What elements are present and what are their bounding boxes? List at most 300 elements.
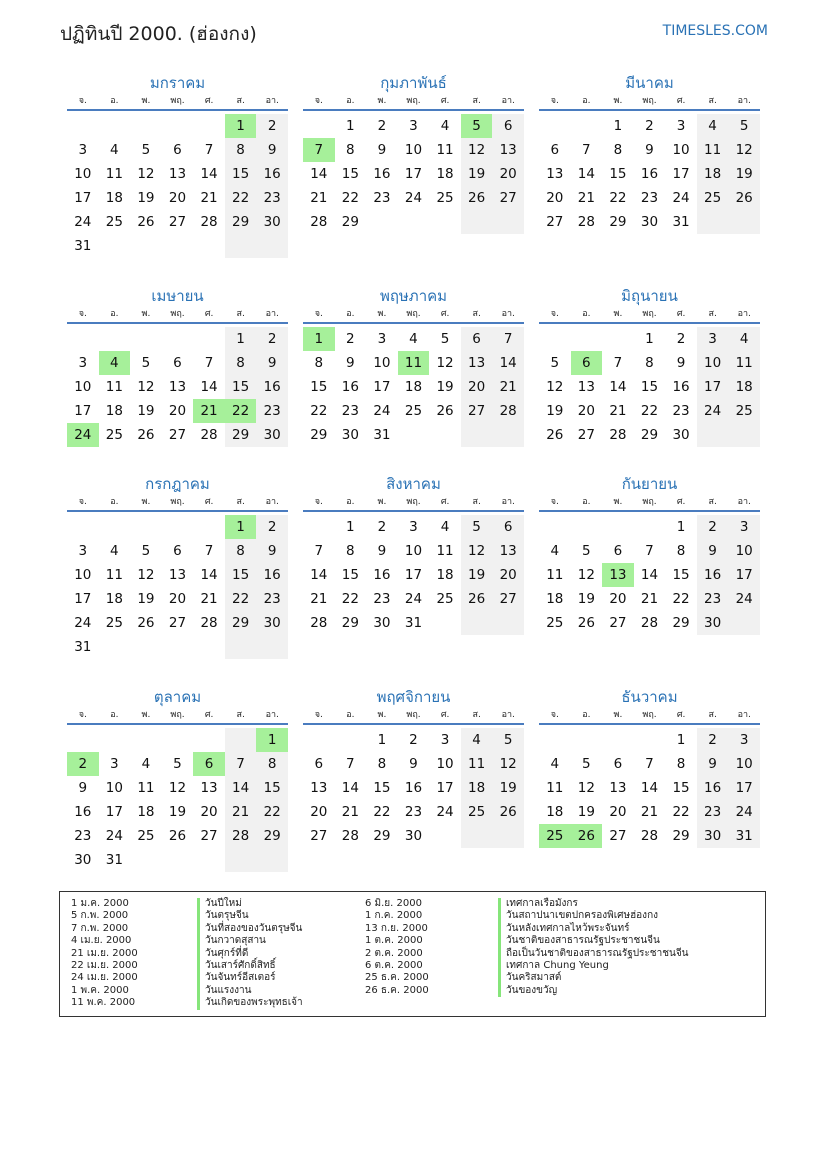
day-cell: 1 — [346, 118, 355, 134]
day-cell: 2 — [645, 118, 654, 134]
day-cell: 16 — [256, 375, 288, 399]
day-cell: 27 — [168, 615, 187, 631]
weekday-label: พฤ. — [170, 96, 185, 106]
day-cell: 4 — [141, 756, 151, 772]
day-cell: 9 — [256, 138, 288, 162]
holiday-date: 1 ก.ค. 2000 — [365, 910, 423, 922]
weekday-label: พฤ. — [170, 309, 185, 319]
weekday-label: อา. — [737, 710, 751, 720]
day-cell: 10 — [728, 752, 760, 776]
day-cell: 12 — [137, 166, 155, 182]
weekday-label: อา. — [265, 309, 279, 319]
day-cell: 15 — [310, 379, 328, 395]
day-cell: 11 — [137, 780, 155, 796]
day-cell: 10 — [74, 379, 92, 395]
day-cell: 5 — [582, 756, 591, 772]
holiday-date: 1 ต.ค. 2000 — [365, 935, 423, 947]
weekday-label: ศ. — [676, 497, 686, 507]
day-cell: 29 — [640, 427, 659, 443]
weekday-header — [67, 95, 288, 111]
day-cell: 22 — [256, 800, 288, 824]
day-cell: 13 — [492, 539, 524, 563]
holiday-day: 11 — [398, 351, 430, 375]
day-cell: 22 — [341, 190, 359, 206]
holiday-name: เทศกาลเรือมังกร — [498, 898, 689, 910]
day-cell: 24 — [672, 190, 690, 206]
weekday-header — [539, 95, 760, 111]
day-cell: 31 — [728, 824, 760, 848]
empty-cell — [67, 728, 99, 752]
weekday-label: ส. — [236, 710, 245, 720]
holiday-day: 5 — [461, 114, 493, 138]
day-cell: 16 — [640, 166, 659, 182]
month-name: กุมภาพันธ์ — [380, 74, 447, 92]
weekday-label: พฤ. — [170, 710, 185, 720]
empty-cell — [728, 611, 760, 635]
holiday-name: เทศกาล Chung Yeung — [498, 960, 689, 972]
weekday-label: อา. — [501, 497, 515, 507]
day-cell: 22 — [225, 587, 257, 611]
day-cell: 1 — [225, 327, 257, 351]
day-cell: 29 — [225, 210, 257, 234]
day-cell: 3 — [697, 327, 729, 351]
day-cell: 9 — [697, 539, 729, 563]
day-cell: 1 — [676, 519, 686, 535]
day-cell: 25 — [728, 399, 760, 423]
weekday-label: จ. — [78, 710, 87, 720]
day-cell: 3 — [377, 331, 387, 347]
empty-cell — [162, 848, 194, 872]
day-cell: 8 — [346, 543, 355, 559]
day-cell: 29 — [672, 615, 690, 631]
weekday-label: จ. — [550, 96, 559, 106]
day-cell: 12 — [577, 567, 595, 583]
day-cell: 23 — [672, 403, 690, 419]
day-cell: 9 — [377, 142, 387, 158]
day-cell: 28 — [640, 828, 659, 844]
day-cell: 30 — [697, 611, 729, 635]
day-cell: 28 — [341, 828, 359, 844]
day-cell: 21 — [577, 190, 595, 206]
day-cell: 26 — [436, 403, 454, 419]
weekday-label: จ. — [314, 309, 323, 319]
day-cell: 28 — [577, 214, 595, 230]
day-cell: 29 — [225, 423, 257, 447]
day-cell: 19 — [492, 776, 524, 800]
holiday-date: 6 มิ.ย. 2000 — [365, 898, 422, 909]
day-cell: 16 — [672, 379, 690, 395]
day-cell: 17 — [404, 166, 423, 182]
day-cell: 5 — [141, 142, 151, 158]
day-cell: 23 — [256, 587, 288, 611]
day-cell: 22 — [672, 804, 690, 820]
holiday-name: วันตรุษจีน — [197, 910, 303, 922]
day-cell: 24 — [404, 591, 423, 607]
weekday-label: พฤ. — [406, 497, 421, 507]
day-cell: 21 — [640, 591, 659, 607]
day-cell: 30 — [697, 824, 729, 848]
month-calendar — [67, 472, 288, 659]
month-name: สิงหาคม — [386, 475, 441, 493]
day-cell: 28 — [640, 615, 659, 631]
holiday-name: วันหลังเทศกาลไหว้พระจันทร์ — [498, 923, 689, 935]
empty-cell — [162, 515, 194, 539]
weekday-label: ศ. — [676, 710, 686, 720]
day-cell: 26 — [137, 427, 155, 443]
day-cell: 7 — [613, 355, 623, 371]
day-grid — [539, 515, 760, 635]
day-cell: 16 — [697, 776, 729, 800]
day-cell: 19 — [577, 591, 595, 607]
day-cell: 5 — [492, 728, 524, 752]
holiday-date: 4 เม.ย. 2000 — [71, 935, 132, 947]
weekday-label: จ. — [314, 96, 323, 106]
day-cell: 4 — [440, 519, 450, 535]
day-cell: 19 — [137, 591, 155, 607]
day-cell: 21 — [492, 375, 524, 399]
empty-cell — [193, 728, 225, 752]
empty-cell — [492, 423, 524, 447]
holiday-date: 5 ก.พ. 2000 — [71, 910, 129, 922]
holiday-date: 6 ต.ค. 2000 — [365, 960, 423, 972]
day-cell: 11 — [546, 780, 564, 796]
empty-cell — [492, 210, 524, 234]
day-cell: 30 — [256, 210, 288, 234]
day-cell: 24 — [105, 828, 123, 844]
day-cell: 13 — [461, 351, 493, 375]
day-cell: 7 — [645, 756, 654, 772]
holiday-name: วันกวาดสุสาน — [197, 935, 303, 947]
day-cell: 18 — [697, 162, 729, 186]
holiday-day: 1 — [225, 114, 257, 138]
weekday-label: ศ. — [204, 497, 214, 507]
legend-names-2 — [498, 898, 689, 997]
month-calendar — [303, 71, 524, 234]
day-cell: 14 — [310, 567, 328, 583]
day-cell: 15 — [672, 567, 690, 583]
weekday-header — [303, 95, 524, 111]
day-cell: 8 — [377, 756, 387, 772]
day-cell: 8 — [314, 355, 324, 371]
day-cell: 3 — [78, 355, 88, 371]
day-cell: 5 — [141, 543, 151, 559]
day-cell: 6 — [613, 756, 623, 772]
day-cell: 13 — [168, 567, 187, 583]
day-cell: 25 — [105, 214, 123, 230]
day-cell: 2 — [676, 331, 686, 347]
empty-cell — [429, 423, 461, 447]
day-cell: 27 — [546, 214, 564, 230]
empty-cell — [67, 327, 99, 351]
day-cell: 10 — [105, 780, 123, 796]
day-cell: 4 — [550, 756, 560, 772]
day-cell: 25 — [461, 800, 493, 824]
weekday-label: ส. — [708, 96, 717, 106]
weekday-label: อา. — [265, 497, 279, 507]
day-cell: 28 — [225, 824, 257, 848]
weekday-label: ศ. — [676, 309, 686, 319]
day-cell: 17 — [672, 166, 690, 182]
day-cell: 13 — [609, 780, 627, 796]
day-cell: 26 — [461, 186, 493, 210]
day-cell: 9 — [78, 780, 88, 796]
holiday-day: 26 — [571, 824, 603, 848]
day-cell: 29 — [225, 611, 257, 635]
empty-cell — [728, 210, 760, 234]
holiday-name: วันแรงงาน — [197, 985, 303, 997]
day-cell: 19 — [137, 403, 155, 419]
month-name: มิถุนายน — [621, 287, 678, 305]
empty-cell — [225, 848, 257, 872]
day-cell: 15 — [373, 780, 391, 796]
day-cell: 5 — [728, 114, 760, 138]
day-cell: 30 — [672, 427, 690, 443]
day-cell: 1 — [645, 331, 654, 347]
weekday-header — [67, 308, 288, 324]
empty-cell — [256, 234, 288, 258]
day-cell: 27 — [492, 186, 524, 210]
month-name: ธันวาคม — [621, 688, 678, 706]
month-name: กันยายน — [621, 475, 678, 493]
day-cell: 11 — [697, 138, 729, 162]
day-cell: 23 — [256, 186, 288, 210]
day-cell: 18 — [546, 591, 564, 607]
day-cell: 29 — [341, 615, 359, 631]
day-cell: 21 — [225, 800, 257, 824]
holiday-date: 2 ต.ค. 2000 — [365, 947, 423, 959]
day-grid — [539, 728, 760, 848]
day-cell: 16 — [256, 563, 288, 587]
weekday-label: อา. — [501, 309, 515, 319]
site-name[interactable]: TIMESLES.COM — [662, 23, 768, 39]
empty-cell — [492, 611, 524, 635]
day-cell: 3 — [110, 756, 119, 772]
day-cell: 27 — [310, 828, 328, 844]
day-cell: 5 — [141, 355, 151, 371]
day-cell: 7 — [225, 752, 257, 776]
empty-cell — [366, 210, 398, 234]
day-cell: 21 — [200, 591, 218, 607]
empty-cell — [571, 728, 603, 752]
day-cell: 18 — [105, 591, 123, 607]
empty-cell — [461, 611, 493, 635]
day-cell: 10 — [74, 166, 92, 182]
weekday-header — [303, 496, 524, 512]
holiday-date: 24 เม.ย. 2000 — [71, 972, 138, 984]
day-cell: 20 — [492, 162, 524, 186]
day-cell: 31 — [672, 214, 690, 230]
day-cell: 9 — [676, 355, 686, 371]
day-cell: 23 — [74, 828, 92, 844]
day-cell: 8 — [676, 756, 686, 772]
day-cell: 8 — [225, 351, 257, 375]
day-cell: 23 — [640, 190, 659, 206]
day-cell: 29 — [373, 828, 391, 844]
day-cell: 7 — [204, 355, 214, 371]
day-cell: 31 — [404, 615, 423, 631]
holiday-day: 25 — [539, 824, 571, 848]
empty-cell — [67, 114, 99, 138]
day-cell: 9 — [697, 752, 729, 776]
empty-cell — [539, 515, 571, 539]
empty-cell — [634, 515, 666, 539]
legend-names-1 — [197, 898, 303, 1010]
day-cell: 29 — [256, 824, 288, 848]
holiday-date: 26 ธ.ค. 2000 — [365, 984, 429, 996]
day-cell: 8 — [256, 752, 288, 776]
day-cell: 12 — [461, 138, 493, 162]
day-cell: 10 — [436, 756, 454, 772]
page-title: ปฏิทินปี 2000. (ฮ่องกง) — [60, 23, 257, 45]
day-cell: 30 — [341, 427, 359, 443]
day-cell: 4 — [461, 728, 493, 752]
day-cell: 20 — [492, 563, 524, 587]
day-cell: 5 — [173, 756, 182, 772]
day-cell: 17 — [728, 776, 760, 800]
weekday-label: อ. — [110, 497, 119, 507]
day-grid — [67, 114, 288, 258]
holiday-day: 6 — [193, 752, 225, 776]
empty-cell — [130, 114, 162, 138]
weekday-label: จ. — [550, 309, 559, 319]
empty-cell — [99, 728, 131, 752]
empty-cell — [634, 728, 666, 752]
day-cell: 6 — [613, 543, 623, 559]
empty-cell — [602, 515, 634, 539]
empty-cell — [193, 327, 225, 351]
day-cell: 28 — [310, 214, 328, 230]
day-grid — [539, 327, 760, 447]
day-cell: 25 — [105, 427, 123, 443]
weekday-label: อ. — [110, 710, 119, 720]
empty-cell — [256, 635, 288, 659]
empty-cell — [130, 515, 162, 539]
day-cell: 27 — [577, 427, 595, 443]
day-cell: 12 — [728, 138, 760, 162]
weekday-label: อ. — [346, 96, 355, 106]
weekday-header — [539, 709, 760, 725]
day-cell: 3 — [728, 728, 760, 752]
weekday-label: ส. — [708, 497, 717, 507]
holiday-name: วันของขวัญ — [498, 985, 689, 997]
day-cell: 2 — [377, 118, 387, 134]
day-cell: 11 — [105, 166, 123, 182]
day-cell: 14 — [200, 567, 218, 583]
day-cell: 7 — [346, 756, 355, 772]
month-name: มกราคม — [149, 74, 206, 92]
day-cell: 1 — [346, 519, 355, 535]
day-cell: 7 — [204, 142, 214, 158]
day-cell: 25 — [137, 828, 155, 844]
day-cell: 20 — [168, 591, 187, 607]
day-cell: 6 — [314, 756, 324, 772]
day-cell: 19 — [461, 563, 493, 587]
day-cell: 21 — [310, 591, 328, 607]
day-cell: 6 — [173, 543, 182, 559]
weekday-label: พฤ. — [642, 710, 657, 720]
weekday-label: พฤ. — [406, 309, 421, 319]
day-cell: 23 — [373, 591, 391, 607]
day-cell: 18 — [105, 403, 123, 419]
day-cell: 14 — [341, 780, 359, 796]
weekday-label: อา. — [501, 96, 515, 106]
day-cell: 23 — [341, 403, 359, 419]
day-cell: 12 — [168, 780, 187, 796]
weekday-label: พฤ. — [406, 710, 421, 720]
day-cell: 27 — [168, 427, 187, 443]
day-cell: 11 — [105, 379, 123, 395]
month-name: ตุลาคม — [153, 688, 202, 706]
day-cell: 10 — [728, 539, 760, 563]
day-cell: 10 — [672, 142, 690, 158]
day-cell: 29 — [341, 214, 359, 230]
weekday-label: อ. — [582, 497, 591, 507]
month-name: พฤษภาคม — [379, 287, 448, 305]
day-cell: 30 — [256, 611, 288, 635]
day-cell: 17 — [404, 567, 423, 583]
day-cell: 21 — [200, 190, 218, 206]
day-cell: 29 — [672, 828, 690, 844]
day-cell: 18 — [404, 379, 423, 395]
day-cell: 2 — [377, 519, 387, 535]
weekday-label: พ. — [377, 96, 387, 106]
day-cell: 21 — [640, 804, 659, 820]
weekday-label: อา. — [265, 710, 279, 720]
day-cell: 2 — [256, 515, 288, 539]
day-cell: 27 — [609, 828, 627, 844]
holiday-day: 1 — [256, 728, 288, 752]
day-cell: 14 — [310, 166, 328, 182]
holiday-day: 1 — [225, 515, 257, 539]
day-cell: 7 — [492, 327, 524, 351]
empty-cell — [492, 824, 524, 848]
day-cell: 9 — [346, 355, 355, 371]
day-cell: 16 — [256, 162, 288, 186]
empty-cell — [130, 327, 162, 351]
day-grid — [539, 114, 760, 234]
day-cell: 14 — [577, 166, 595, 182]
holiday-day: 6 — [571, 351, 603, 375]
day-cell: 28 — [609, 427, 627, 443]
day-cell: 15 — [640, 379, 659, 395]
day-cell: 4 — [550, 543, 560, 559]
day-cell: 15 — [609, 166, 627, 182]
empty-cell — [303, 114, 335, 138]
day-cell: 30 — [373, 615, 391, 631]
month-name: เมษายน — [151, 287, 204, 305]
holiday-day: 2 — [67, 752, 99, 776]
day-cell: 16 — [373, 166, 391, 182]
day-cell: 24 — [436, 804, 454, 820]
day-cell: 12 — [137, 567, 155, 583]
day-cell: 9 — [256, 539, 288, 563]
weekday-label: ศ. — [440, 710, 450, 720]
empty-cell — [130, 635, 162, 659]
day-cell: 31 — [105, 852, 123, 868]
month-calendar — [303, 284, 524, 447]
day-cell: 16 — [74, 804, 92, 820]
empty-cell — [697, 423, 729, 447]
month-calendar — [539, 71, 760, 234]
day-cell: 26 — [168, 828, 187, 844]
day-cell: 18 — [728, 375, 760, 399]
weekday-label: จ. — [314, 497, 323, 507]
weekday-header — [303, 709, 524, 725]
day-cell: 6 — [550, 142, 560, 158]
day-cell: 15 — [672, 780, 690, 796]
day-cell: 28 — [200, 214, 218, 230]
weekday-label: อ. — [582, 96, 591, 106]
